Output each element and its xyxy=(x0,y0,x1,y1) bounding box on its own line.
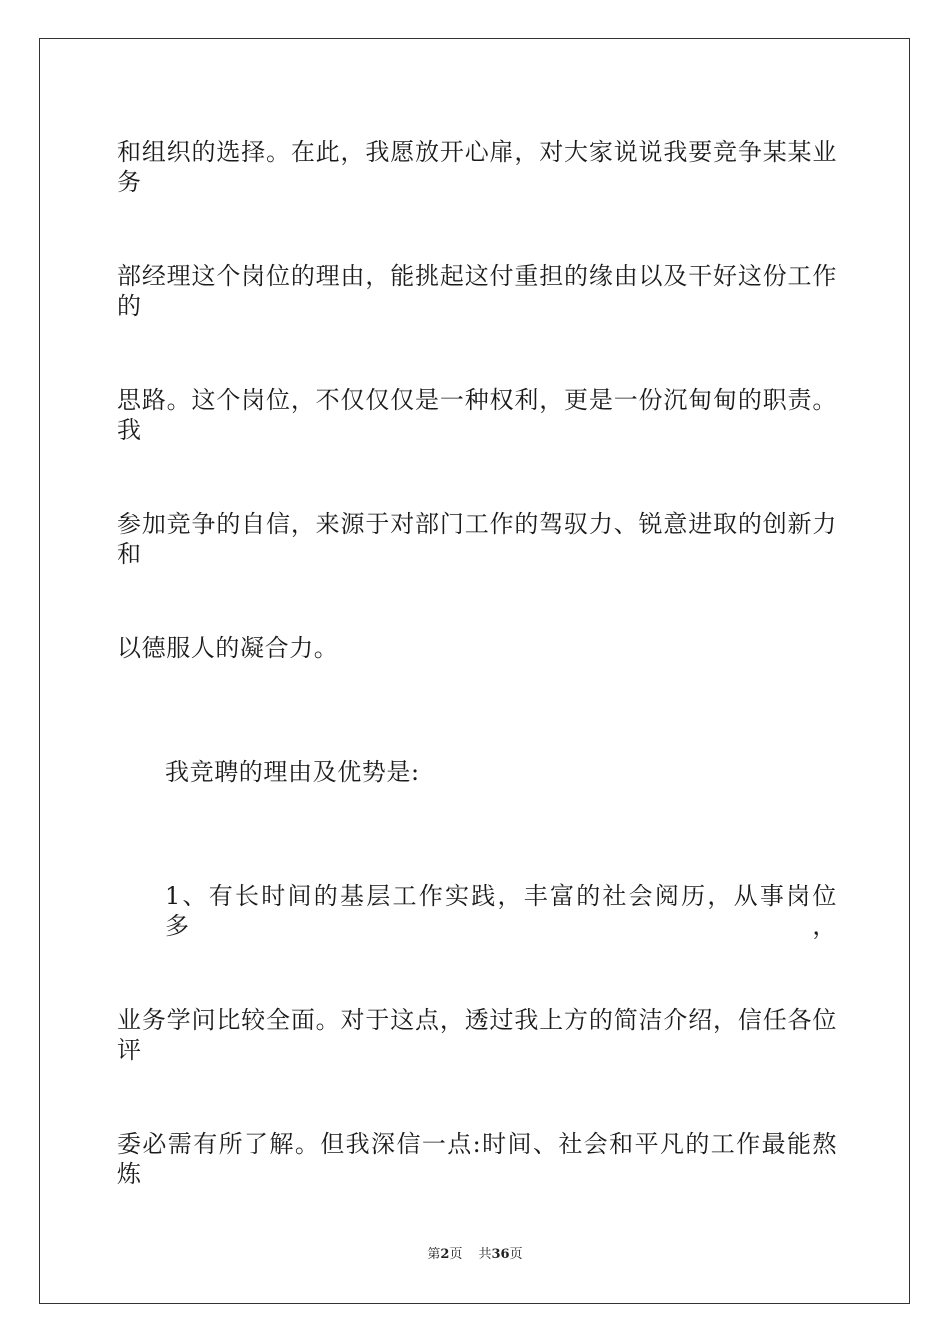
total-pages: 36 xyxy=(491,1247,510,1262)
body-text-line: 委必需有所了解。但我深信一点:时间、社会和平凡的工作最能熬炼 xyxy=(117,1130,837,1188)
page-number: 2 xyxy=(440,1247,450,1262)
body-text-line: 部经理这个岗位的理由，能挑起这付重担的缘由以及干好这份工作的 xyxy=(117,262,837,320)
body-text-line: 以德服人的凝合力。 xyxy=(117,634,339,662)
list-item-start: 1、有长时间的基层工作实践，丰富的社会阅历，从事岗位多， xyxy=(165,882,837,940)
body-text-line: 思路。这个岗位，不仅仅仅是一种权利，更是一份沉甸甸的职责。我 xyxy=(117,386,837,444)
page-border xyxy=(39,38,910,1304)
body-text-line: 参加竞争的自信，来源于对部门工作的驾驭力、锐意进取的创新力和 xyxy=(117,510,837,568)
page-suffix: 页 xyxy=(449,1247,463,1262)
page-prefix: 第 xyxy=(427,1247,441,1262)
body-text-line: 业务学问比较全面。对于这点，透过我上方的简洁介绍，信任各位评 xyxy=(117,1006,837,1064)
total-prefix: 共 xyxy=(478,1247,492,1262)
section-heading: 我竞聘的理由及优势是: xyxy=(165,758,420,786)
total-suffix: 页 xyxy=(509,1247,523,1262)
page-footer xyxy=(0,1246,950,1264)
body-text-line: 和组织的选择。在此，我愿放开心扉，对大家说说我要竞争某某业务 xyxy=(117,138,837,196)
